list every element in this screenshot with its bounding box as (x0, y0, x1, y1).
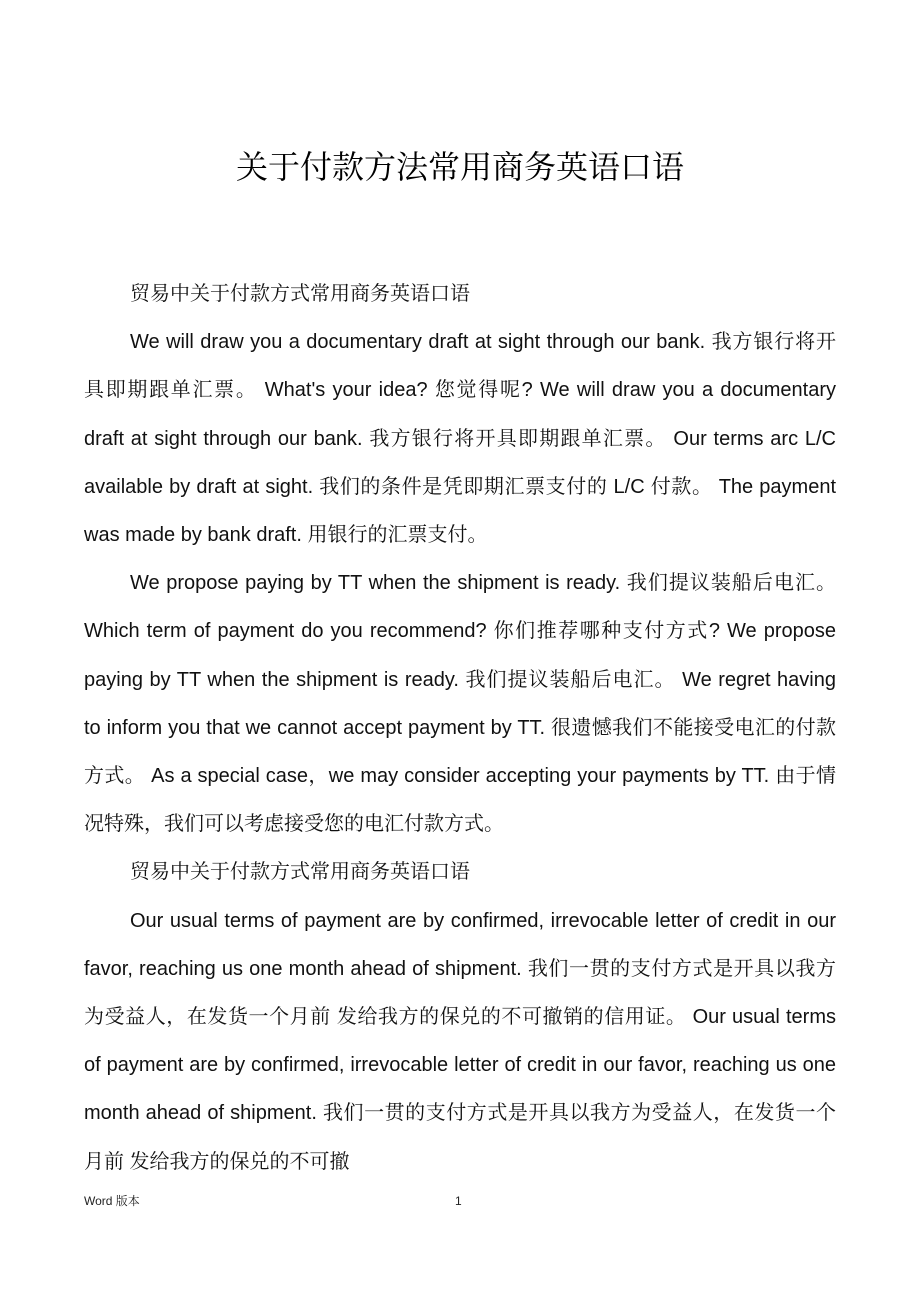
paragraph: We will draw you a documentary draft at sight through our bank. 我方银行将开具即期跟单汇票。 What's your idea? 您觉得呢? We will draw you a documentary draft at sight through our bank. 我方银行将开具即期跟单汇票。 Our terms arc L/C available by draft at sight. 我们的条件是凭即期汇票支付的 L/C 付款。 The payment was made by bank draft. 用银行的汇票支付。 (84, 331, 836, 547)
footer-label: Word 版本 (84, 1194, 140, 1208)
document-title: 关于付款方法常用商务英语口语 (235, 148, 684, 186)
paragraph: We propose paying by TT when the shipment is ready. 我们提议装船后电汇。 Which term of payment do you recommend? 你们推荐哪种支付方式? We propose paying by TT when the shipment is ready. 我们提议装船后电汇。 We regret having to inform you that we cannot accept payment by TT. 很遗憾我们不能接受电汇的付款方式。 As a special case，we may consider accepting your payments by TT. 由于情况特殊，我们可以考虑接受您的电汇付款方式。 (84, 572, 836, 836)
paragraph-heading: 贸易中关于付款方式常用商务英语口语 (130, 283, 470, 305)
paragraph-heading: 贸易中关于付款方式常用商务英语口语 (130, 861, 470, 884)
page-number: 1 (455, 1194, 462, 1208)
document-body (84, 270, 836, 1186)
paragraph: Our usual terms of payment are by confirmed, irrevocable letter of credit in our favor, reaching us one month ahead of shipment. 我们一贯的支付方式是开具以我方为受益人，在发货一个月前 发给我方的保兑的不可撤销的信用证。 Our usual terms of payment are by confirmed, irrevocable letter of credit in our favor, reaching us one month ahead of shipment. 我们一贯的支付方式是开具以我方为受益人，在发货一个月前 发给我方的保兑的不可撤 (84, 909, 836, 1173)
